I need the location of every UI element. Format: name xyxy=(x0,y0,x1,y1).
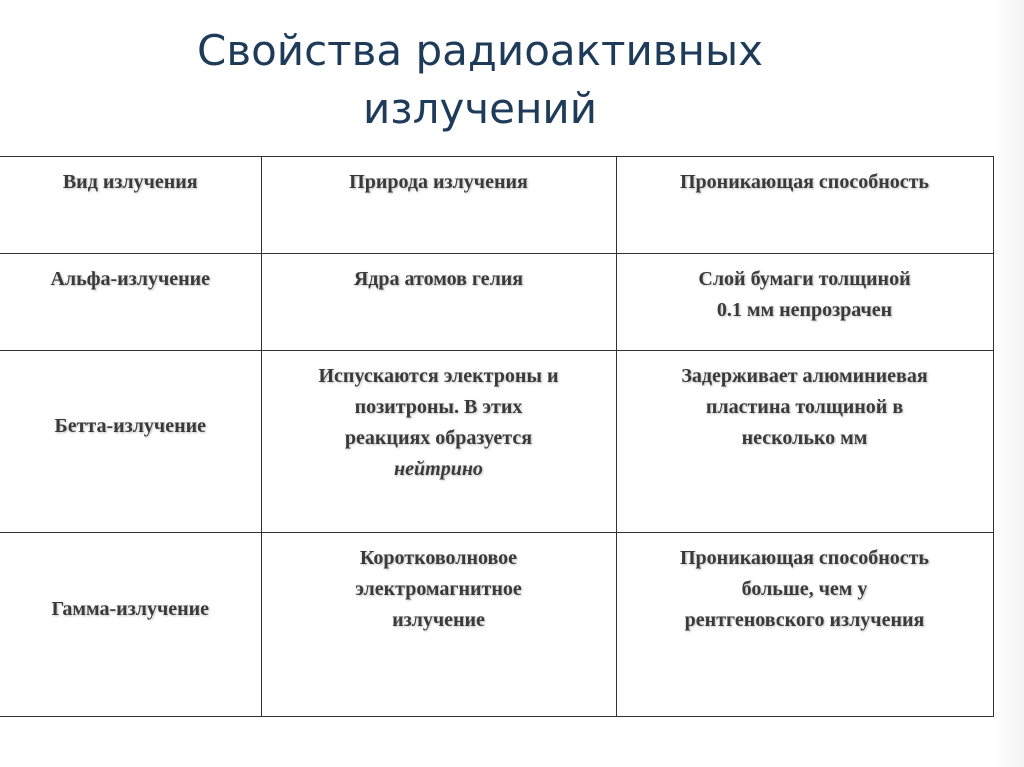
cell-type-alpha: Альфа-излучение xyxy=(0,254,261,351)
cell-line: несколько мм xyxy=(741,427,868,449)
cell-type-beta: Бетта-излучение xyxy=(0,351,261,533)
table-row-gamma xyxy=(0,533,993,717)
cell-line: реакциях образуется xyxy=(344,427,533,449)
cell-line: Слой бумаги толщиной xyxy=(698,268,911,290)
cell-line: больше, чем у xyxy=(741,578,868,600)
radiation-properties-table xyxy=(0,156,994,717)
cell-line: 0.1 мм непрозрачен xyxy=(716,299,893,321)
cell-line: пластина толщиной в xyxy=(705,396,904,418)
cell-line: Испускаются электроны и xyxy=(318,365,559,387)
cell-line: Задерживает алюминиевая xyxy=(681,365,928,387)
header-cell-nature: Природа излучения xyxy=(261,157,616,254)
cell-line: Коротковолновое xyxy=(359,547,518,569)
cell-line: рентгеновского излучения xyxy=(684,609,925,631)
header-cell-penetration: Проникающая способность xyxy=(616,157,993,254)
cell-penetration-gamma xyxy=(616,533,993,717)
slide-title-line-1: Свойства радиоактивных xyxy=(197,26,763,75)
table-row-alpha xyxy=(0,254,993,351)
slide-title xyxy=(0,22,960,138)
cell-nature-alpha xyxy=(261,254,616,351)
header-cell-type: Вид излучения xyxy=(0,157,261,254)
cell-line: Ядра атомов гелия xyxy=(353,268,524,290)
cell-penetration-beta xyxy=(616,351,993,533)
cell-type-gamma: Гамма-излучение xyxy=(0,533,261,717)
cell-line: Проникающая способность xyxy=(679,547,929,569)
cell-line-italic: нейтрино xyxy=(394,458,483,480)
table-row-beta xyxy=(0,351,993,533)
cell-penetration-alpha xyxy=(616,254,993,351)
slide-edge-shadow xyxy=(994,0,1024,767)
cell-line: излучение xyxy=(392,609,485,631)
cell-line: электромагнитное xyxy=(355,578,522,600)
slide-title-line-2: излучений xyxy=(362,84,598,133)
cell-line: позитроны. В этих xyxy=(354,396,523,418)
table-header-row xyxy=(0,157,993,254)
cell-nature-beta xyxy=(261,351,616,533)
cell-nature-gamma xyxy=(261,533,616,717)
